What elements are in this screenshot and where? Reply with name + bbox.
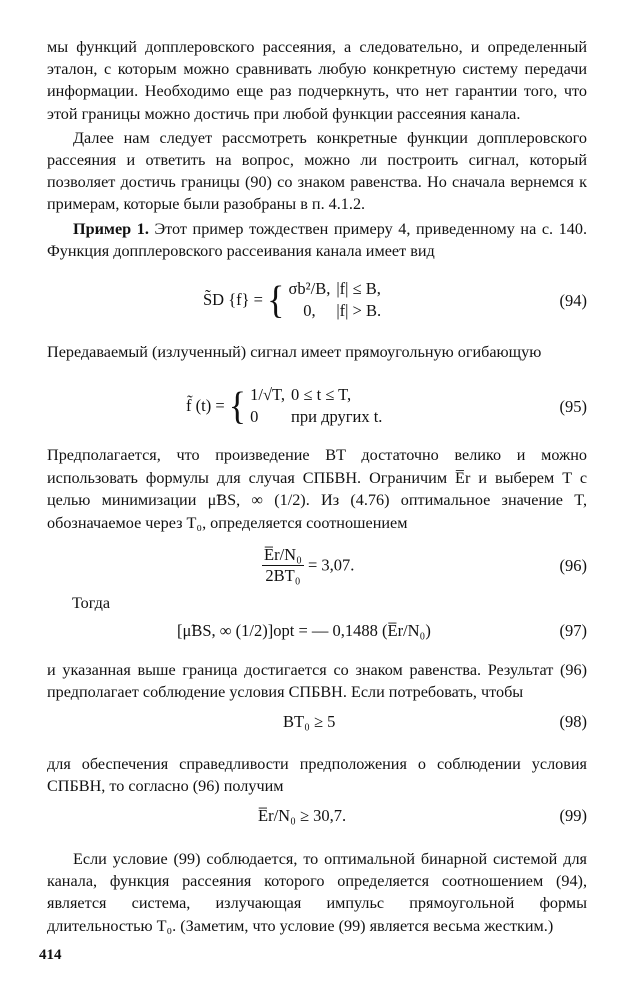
- eq95-lhs: f̃ (t) =: [186, 396, 225, 415]
- eq94-lhs: S̃D {f} =: [203, 290, 263, 309]
- paragraph-2: Далее нам следует рассмотреть конкретные функции допплеровского рассеяния и ответить на вопрос, можно ли построить сигнал, который позволяет достичь границы (90) со знаком равенства. Но сначала вернемся к примерам, которые были разобраны в п. 4.1.2.: [47, 128, 587, 214]
- eq94-row1-cond: |f| ≤ B,: [336, 279, 381, 298]
- eq96-denominator: 2BT₀: [265, 566, 301, 585]
- eq95-row1-expr: 1/√T,: [250, 385, 286, 404]
- paragraph-1: мы функций допплеровского рассеяния, а следовательно, и определенный эталон, с которым можно сравнивать любую конкретную систему передачи информации. Необходимо еще раз подчеркнуть, что нет гарантии того, что этой границы можно достичь при любой функции рассеяния канала.: [47, 38, 587, 123]
- paragraph-5: Предполагается, что произведение BT достаточно велико и можно использовать формулы для случая СПБВН. Ограничим E̅r и выберем T с целью минимизации μ̃BS, ∞ (1/2). Из (4.76) оптимальное значение T, обозначаемое через T₀, определяется соотношением: [47, 446, 587, 532]
- eq95-row2-expr: 0: [250, 407, 259, 426]
- eq97-number: (97): [559, 621, 587, 640]
- eq95-row2-cond: при других t.: [291, 407, 383, 426]
- eq94-row1-expr: σb²/B,: [288, 279, 331, 298]
- paragraph-3-text: Этот пример тождествен примеру 4, приведенному на с. 140. Функция допплеровского рассеивания канала имеет вид: [47, 219, 587, 260]
- paragraph-8: для обеспечения справедливости предположения о соблюдении условия СПБВН, то согласно (96) получим: [47, 755, 587, 796]
- equation-97: [μ̃BS, ∞ (1/2)]opt = — 0,1488 (E̅r/N₀): [177, 621, 431, 640]
- eq94-cases: [289, 278, 388, 322]
- paragraph-3: [47, 218, 587, 262]
- eq94-brace: {: [267, 278, 285, 322]
- equation-95: [186, 384, 388, 428]
- text-block-1: [47, 36, 587, 262]
- eq99-number: (99): [559, 806, 587, 825]
- eq95-number: (95): [559, 397, 587, 416]
- equation-98: BT₀ ≥ 5: [283, 712, 336, 731]
- equation-99: E̅r/N₀ ≥ 30,7.: [258, 806, 347, 825]
- page-number: 414: [39, 947, 62, 963]
- eq96-number: (96): [559, 556, 587, 575]
- paragraph-7: и указанная выше граница достигается со знаком равенства. Результат (96) предполагает соблюдение условия СПБВН. Если потребовать, чтобы: [47, 661, 587, 702]
- eq95-row1-cond: 0 ≤ t ≤ T,: [291, 385, 352, 404]
- paragraph-4: Передаваемый (излученный) сигнал имеет прямоугольную огибающую: [47, 343, 542, 361]
- eq94-row2-expr: 0,: [303, 301, 316, 320]
- eq94-number: (94): [559, 291, 587, 310]
- paragraph-9: Если условие (99) соблюдается, то оптимальной бинарной системой для канала, функция рассеяния которого определяется соотношением (94), является система, излучающая импульс прямоугольной формы длительностью T₀. (Заметим, что условие (99) является весьма жестким.): [47, 850, 587, 935]
- eq95-brace: {: [228, 384, 247, 428]
- eq96-numerator: E̅r/N₀: [264, 545, 302, 564]
- eq98-number: (98): [559, 712, 587, 731]
- eq94-row2-cond: |f| > B.: [336, 301, 382, 320]
- eq96-fraction: [262, 545, 304, 586]
- equation-94: [203, 278, 387, 322]
- eq95-cases: [250, 384, 388, 428]
- paragraph-6: Тогда: [72, 594, 111, 612]
- example-label: Пример 1.: [73, 219, 149, 238]
- equation-96: [262, 545, 354, 586]
- eq96-rhs: = 3,07.: [307, 555, 355, 575]
